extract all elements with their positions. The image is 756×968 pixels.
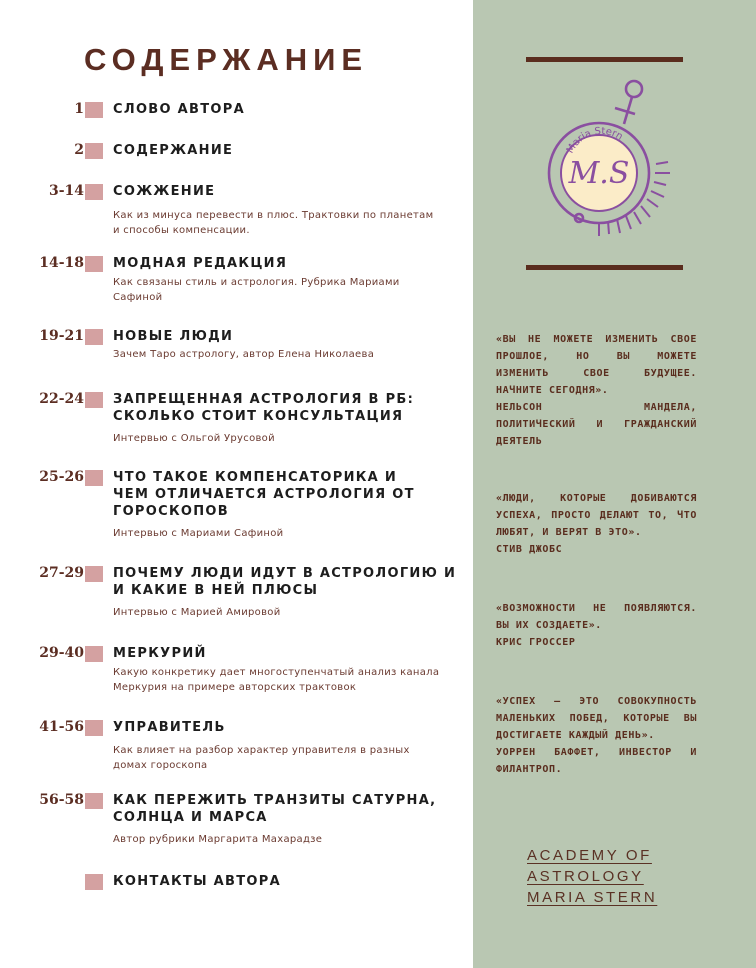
page-number: 19-21 bbox=[39, 328, 84, 344]
page-number: 25-26 bbox=[39, 469, 84, 485]
quote-block bbox=[496, 600, 697, 651]
page-number: 22-24 bbox=[39, 391, 84, 407]
page-number: 3-14 bbox=[48, 183, 84, 199]
entry-description: Автор рубрики Маргарита Махарадзе bbox=[113, 834, 323, 845]
bullet-square bbox=[85, 720, 103, 736]
maria-stern-logo bbox=[536, 76, 676, 244]
academy-name bbox=[527, 845, 657, 908]
bullet-square bbox=[85, 102, 103, 118]
logo-ring-text: Maria Stern bbox=[564, 126, 625, 156]
quote-block bbox=[496, 490, 697, 558]
quote-block bbox=[496, 693, 697, 778]
bullet-square bbox=[85, 184, 103, 200]
entry-description: Сафиной bbox=[113, 292, 163, 303]
quote-line: «УСПЕХ — ЭТО СОВОКУПНОСТЬ bbox=[496, 696, 697, 707]
quote-line: ВЫ ИХ СОЗДАЕТЕ». bbox=[496, 620, 602, 631]
entry-heading: СКОЛЬКО СТОИТ КОНСУЛЬТАЦИЯ bbox=[113, 409, 404, 424]
quote-line: УОРРЕН БАФФЕТ, ИНВЕСТОР И bbox=[496, 747, 697, 758]
bullet-square bbox=[85, 143, 103, 159]
bullet-square bbox=[85, 646, 103, 662]
entry-description: домах гороскопа bbox=[113, 760, 208, 771]
page-number: 29-40 bbox=[39, 645, 84, 661]
entry-heading: МОДНАЯ РЕДАКЦИЯ bbox=[113, 256, 288, 271]
quote-line: НАЧНИТЕ СЕГОДНЯ». bbox=[496, 385, 609, 396]
page-number: 1 bbox=[74, 101, 84, 117]
quote-line: КРИС ГРОССЕР bbox=[496, 637, 576, 648]
bottom-divider bbox=[526, 265, 683, 270]
entry-heading: СЛОВО АВТОРА bbox=[113, 102, 245, 117]
quote-block bbox=[496, 331, 697, 450]
entry-heading: СОДЕРЖАНИЕ bbox=[113, 143, 234, 158]
entry-description: Интервью с Марией Амировой bbox=[113, 607, 281, 618]
quote-line: НЕЛЬСОН МАНДЕЛА, bbox=[496, 402, 697, 413]
entry-description: Интервью с Ольгой Урусовой bbox=[113, 433, 275, 444]
quote-line: УСПЕХА, ПРОСТО ДЕЛАЮТ ТО, ЧТО bbox=[496, 510, 697, 521]
entry-heading: И КАКИЕ В НЕЙ ПЛЮСЫ bbox=[113, 583, 319, 598]
logo-monogram: M.S bbox=[568, 156, 630, 191]
quote-line: ДЕЯТЕЛЬ bbox=[496, 436, 543, 447]
entry-description: Меркурия на примере авторских трактовок bbox=[113, 682, 357, 693]
entry-description: Зачем Таро астрологу, автор Елена Николаева bbox=[113, 349, 375, 360]
academy-line[interactable]: MARIA STERN bbox=[527, 889, 658, 906]
entry-description: Как связаны стиль и астрология. Рубрика Мариами bbox=[113, 277, 400, 288]
quote-line: ИЗМЕНИТЬ СВОЕ БУДУЩЕЕ. bbox=[496, 368, 697, 379]
page-number: 27-29 bbox=[39, 565, 84, 581]
entry-description: Как из минуса перевести в плюс. Трактовки по планетам bbox=[113, 210, 434, 221]
bullet-square bbox=[85, 566, 103, 582]
entry-description: Какую конкретику дает многоступенчатый анализ канала bbox=[113, 667, 440, 678]
bullet-square bbox=[85, 392, 103, 408]
quote-line: «ВОЗМОЖНОСТИ НЕ ПОЯВЛЯЮТСЯ. bbox=[496, 603, 697, 614]
entry-heading: СОЖЖЕНИЕ bbox=[113, 184, 216, 199]
entry-description: Интервью с Мариами Сафиной bbox=[113, 528, 284, 539]
top-divider bbox=[526, 57, 683, 62]
entry-heading: ЗАПРЕЩЕННАЯ АСТРОЛОГИЯ В РБ: bbox=[113, 392, 415, 407]
academy-line[interactable]: ASTROLOGY bbox=[527, 868, 644, 885]
quote-line: ДОСТИГАЕТЕ КАЖДЫЙ ДЕНЬ». bbox=[496, 730, 655, 741]
entry-heading: КОНТАКТЫ АВТОРА bbox=[113, 874, 281, 889]
bullet-square bbox=[85, 793, 103, 809]
bullet-square bbox=[85, 470, 103, 486]
quote-line: ЛЮБЯТ, И ВЕРЯТ В ЭТО». bbox=[496, 527, 642, 538]
entry-heading: МЕРКУРИЙ bbox=[113, 646, 207, 661]
entry-heading: УПРАВИТЕЛЬ bbox=[113, 720, 226, 735]
entry-heading: ПОЧЕМУ ЛЮДИ ИДУТ В АСТРОЛОГИЮ И bbox=[113, 566, 457, 581]
quote-line: «ЛЮДИ, КОТОРЫЕ ДОБИВАЮТСЯ bbox=[496, 493, 697, 504]
page-number: 41-56 bbox=[39, 719, 84, 735]
entry-heading: НОВЫЕ ЛЮДИ bbox=[113, 329, 234, 344]
quote-line: «ВЫ НЕ МОЖЕТЕ ИЗМЕНИТЬ СВОЕ bbox=[496, 334, 697, 345]
entry-heading: ГОРОСКОПОВ bbox=[113, 504, 229, 519]
page-number: 56-58 bbox=[39, 792, 84, 808]
page-number: 14-18 bbox=[39, 255, 84, 271]
quote-line: МАЛЕНЬКИХ ПОБЕД, КОТОРЫЕ ВЫ bbox=[496, 713, 697, 724]
bullet-square bbox=[85, 329, 103, 345]
entry-heading: СОЛНЦА И МАРСА bbox=[113, 810, 268, 825]
bullet-square bbox=[85, 256, 103, 272]
quote-line: ПРОШЛОЕ, НО ВЫ МОЖЕТЕ bbox=[496, 351, 697, 362]
quote-line: ФИЛАНТРОП. bbox=[496, 764, 563, 775]
entry-heading: ЧЕМ ОТЛИЧАЕТСЯ АСТРОЛОГИЯ ОТ bbox=[113, 487, 415, 502]
entry-heading: ЧТО ТАКОЕ КОМПЕНСАТОРИКА И bbox=[113, 470, 398, 485]
page-number: 2 bbox=[74, 142, 84, 158]
page-title: СОДЕРЖАНИЕ bbox=[84, 42, 369, 77]
entry-description: Как влияет на разбор характер управителя в разных bbox=[113, 745, 410, 756]
quote-line: ПОЛИТИЧЕСКИЙ И ГРАЖДАНСКИЙ bbox=[496, 419, 697, 430]
academy-line[interactable]: ACADEMY OF bbox=[527, 847, 652, 864]
bullet-square bbox=[85, 874, 103, 890]
quote-line: СТИВ ДЖОБС bbox=[496, 544, 563, 555]
entry-heading: КАК ПЕРЕЖИТЬ ТРАНЗИТЫ САТУРНА, bbox=[113, 793, 437, 808]
entry-description: и способы компенсации. bbox=[113, 225, 250, 236]
